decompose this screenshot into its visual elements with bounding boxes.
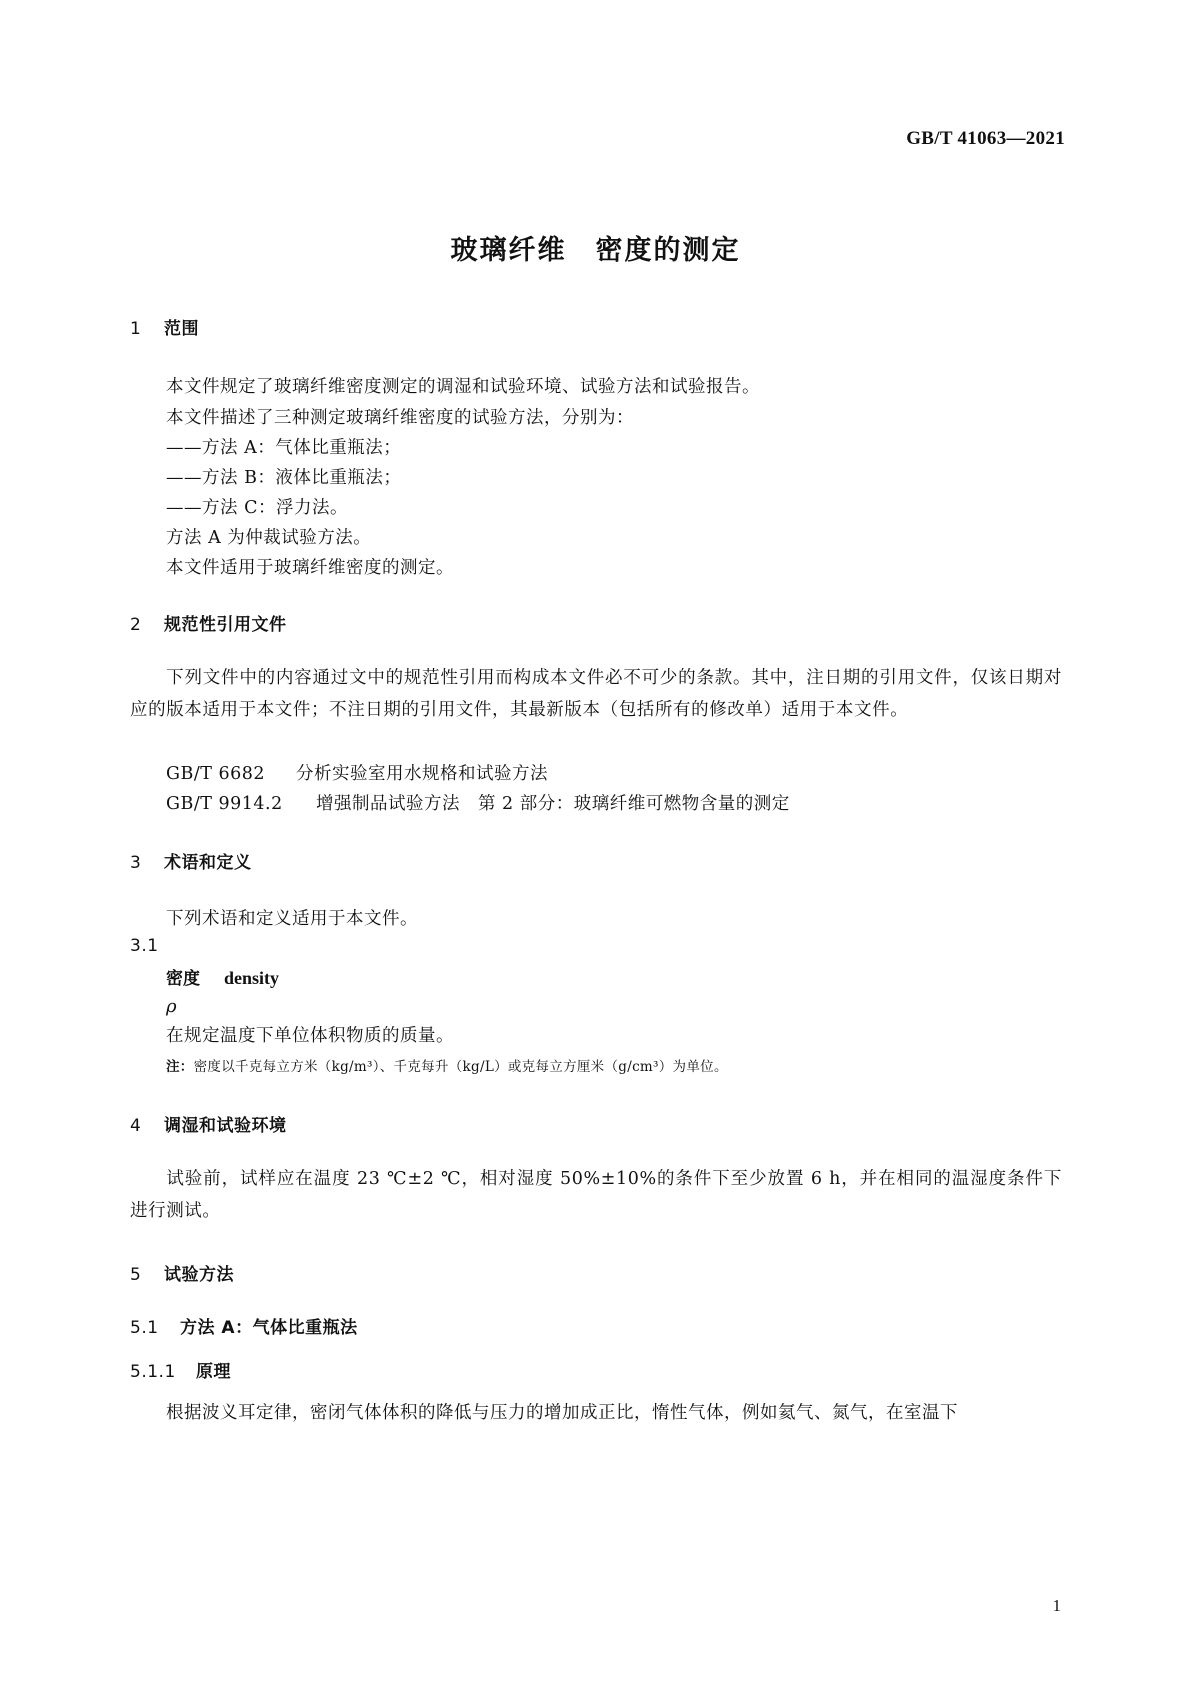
section-number: 3 <box>130 853 142 873</box>
term-en: density <box>224 968 280 988</box>
page-number: 1 <box>1052 1596 1061 1615</box>
term-entry-number: 3.1 <box>130 936 159 956</box>
section-title: 调湿和试验环境 <box>164 1116 287 1136</box>
conditioning-text: 试验前，试样应在温度 23 ℃±2 ℃，相对湿度 50%±10%的条件下至少放置 6 h，并在相同的温湿度条件下进行测试。 <box>130 1169 1062 1221</box>
conditioning-paragraph <box>130 1163 1062 1227</box>
note-label: 注： <box>166 1059 194 1075</box>
section-title: 范围 <box>164 319 199 339</box>
section-5-1-1-heading <box>130 1357 231 1382</box>
scope-method-a: ——方法 A：气体比重瓶法； <box>166 438 402 458</box>
scope-method-b: ——方法 B：液体比重瓶法； <box>166 468 402 488</box>
scope-line-1: 本文件规定了玻璃纤维密度测定的调湿和试验环境、试验方法和试验报告。 <box>166 377 760 397</box>
section-number: 2 <box>130 615 142 635</box>
term-symbol: ρ <box>166 996 177 1017</box>
scope-method-c: ——方法 C：浮力法。 <box>166 498 348 518</box>
section-4-heading <box>130 1111 287 1136</box>
scope-line-2: 本文件描述了三种测定玻璃纤维密度的试验方法，分别为： <box>166 408 634 428</box>
normative-intro-text: 下列文件中的内容通过文中的规范性引用而构成本文件必不可少的条款。其中，注日期的引用文件，仅该日期对应的版本适用于本文件；不注日期的引用文件，其最新版本（包括所有的修改单）适用于本文件。 <box>130 668 1062 720</box>
section-number: 5 <box>130 1265 142 1285</box>
section-number: 1 <box>130 319 142 339</box>
section-number: 5.1 <box>130 1318 159 1338</box>
scope-line-arbitration: 方法 A 为仲裁试验方法。 <box>166 528 372 548</box>
section-title: 原理 <box>196 1362 231 1382</box>
ref-title: 增强制品试验方法 第 2 部分：玻璃纤维可燃物含量的测定 <box>316 794 790 814</box>
term-heading <box>166 964 279 989</box>
normative-ref-2 <box>166 790 790 815</box>
normative-ref-1 <box>166 760 548 785</box>
section-title: 方法 A：气体比重瓶法 <box>180 1318 358 1338</box>
term-definition: 在规定温度下单位体积物质的质量。 <box>166 1026 454 1046</box>
section-number: 5.1.1 <box>130 1362 176 1382</box>
section-1-heading <box>130 314 199 339</box>
section-title: 术语和定义 <box>164 853 252 873</box>
principle-text: 根据波义耳定律，密闭气体体积的降低与压力的增加成正比，惰性气体，例如氦气、氮气，在室温下 <box>166 1403 958 1423</box>
section-number: 4 <box>130 1116 142 1136</box>
term-note <box>166 1055 728 1075</box>
ref-title: 分析实验室用水规格和试验方法 <box>296 764 548 784</box>
section-title: 规范性引用文件 <box>164 615 287 635</box>
normative-intro <box>130 662 1062 726</box>
note-text: 密度以千克每立方米（kg/m³）、千克每升（kg/L）或克每立方厘米（g/cm³）为单位。 <box>193 1059 728 1075</box>
section-5-heading <box>130 1260 234 1285</box>
scope-line-applicability: 本文件适用于玻璃纤维密度的测定。 <box>166 558 454 578</box>
terms-intro: 下列术语和定义适用于本文件。 <box>166 909 418 929</box>
ref-code: GB/T 9914.2 <box>166 794 283 814</box>
ref-code: GB/T 6682 <box>166 764 266 784</box>
term-zh: 密度 <box>166 969 200 989</box>
section-title: 试验方法 <box>164 1265 234 1285</box>
section-2-heading <box>130 610 287 635</box>
section-5-1-heading <box>130 1313 358 1338</box>
section-3-heading <box>130 848 252 873</box>
standard-code: GB/T 41063—2021 <box>906 128 1065 149</box>
document-title: 玻璃纤维 密度的测定 <box>450 235 741 266</box>
